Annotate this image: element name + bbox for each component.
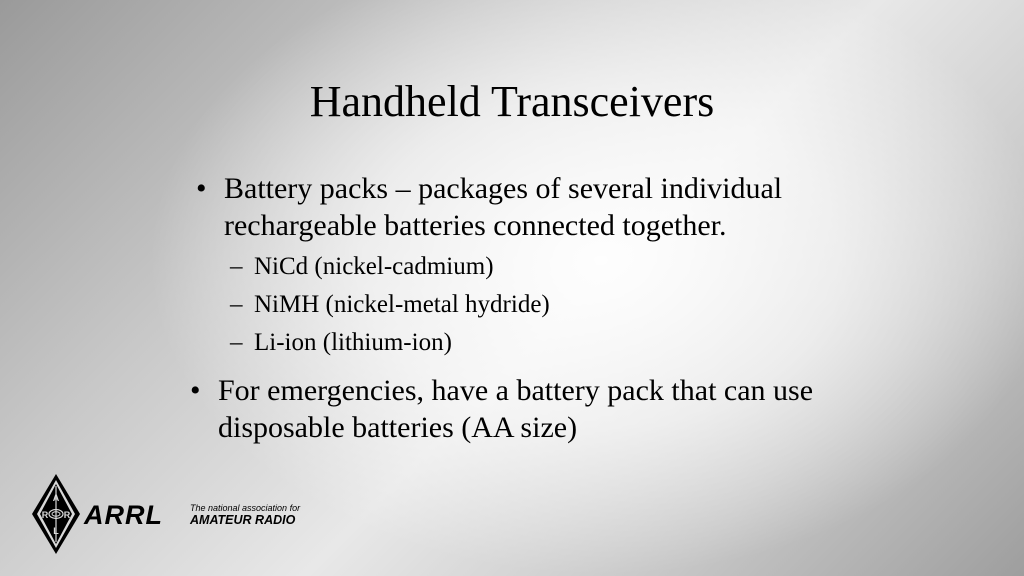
subitem-text: NiCd (nickel-cadmium) [254,253,494,280]
subitem-nimh [188,290,848,320]
diamond-letter-l: L [53,526,59,536]
bullet-text: For emergencies, have a battery pack that can use disposable batteries (AA size) [218,374,814,444]
subitem-text: Li-ion (lithium-ion) [254,329,452,356]
arrl-diamond-logo-icon [30,472,82,556]
diamond-letter-a: A [52,493,60,503]
subitem-marker: – [230,253,243,280]
logo-wordmark: ARRL [84,500,163,530]
logo-tagline-line1: The national association for [190,503,301,513]
slide-title: Handheld Transceivers [309,77,715,126]
bullet-item-emergencies [188,372,848,446]
subitem-text: NiMH (nickel-metal hydride) [254,291,550,318]
arrl-logo [30,472,350,556]
subitem-marker: – [230,291,243,318]
bullet-text: Battery packs – packages of several individual rechargeable batteries connected together. [224,172,783,242]
diamond-letter-r-right: R [63,510,71,520]
logo-tagline-line2: AMATEUR RADIO [190,513,296,527]
bullet-marker: • [190,374,201,407]
subitem-li-ion [188,328,848,358]
diamond-letter-r-left: R [41,510,49,520]
bullet-item-battery-packs [188,170,848,244]
bullet-marker: • [196,172,207,205]
slide-body [188,170,848,454]
subitem-nicd [188,252,848,282]
subitem-marker: – [230,329,243,356]
